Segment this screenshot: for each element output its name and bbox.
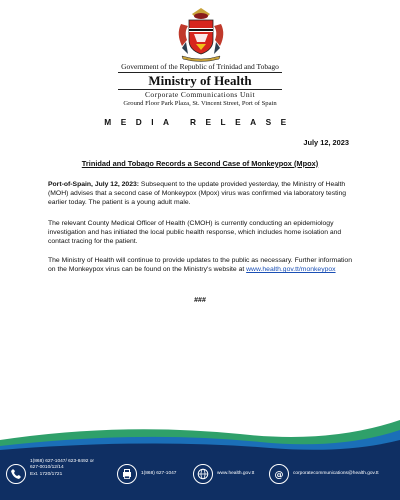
paragraph-1 [48, 180, 352, 207]
paragraph-3-text: The Ministry of Health will continue to provide updates to the public as necessary. Further information on the Monkeypox virus can be found on the Ministry's website at [48, 257, 352, 274]
phone-number-line-2: 627-0010/12/14 [30, 465, 64, 471]
email-icon [269, 464, 289, 484]
release-headline: Trinidad and Tobago Records a Second Case of Monkeypox (Mpox) [81, 159, 319, 168]
phone-number-line-1: 1(868) 627-1047/ 623-8492 or [30, 459, 95, 464]
svg-text:@: @ [274, 470, 284, 480]
dateline: Port-of-Spain, July 12, 2023: [48, 181, 140, 188]
email-address[interactable]: corporatecommunications@health.gov.tt [293, 471, 379, 476]
phone-extension: Ext. 1720/1721 [30, 471, 63, 477]
release-type-heading: MEDIA RELEASE [104, 117, 296, 127]
paragraph-1-text: Subsequent to the update provided yesterday, the Ministry of Health (MOH) advises that a second case of Monkeypox (Mpox) virus was confirmed via laboratory testing earlier today. The patient is a young adult male. [48, 181, 347, 207]
release-date: July 12, 2023 [303, 138, 349, 147]
coat-of-arms-logo [172, 6, 230, 62]
monkeypox-info-link[interactable]: www.health.gov.tt/monkeypox [246, 266, 336, 274]
phone-icon [6, 464, 26, 484]
office-address: Ground Floor Park Plaza, St. Vincent Street, Port of Spain [123, 100, 277, 107]
government-name: Government of the Republic of Trinidad and Tobago [121, 62, 279, 71]
ministry-title: Ministry of Health [148, 73, 252, 88]
fax-icon [117, 464, 137, 484]
unit-name: Corporate Communications Unit [145, 90, 255, 99]
globe-icon [193, 464, 213, 484]
end-mark: ### [194, 297, 206, 304]
paragraph-2: The relevant County Medical Officer of Health (CMOH) is currently conducting an epidemiology investigation and has initiated the local public health response, which includes home isolation and contact tracing for the patient. [48, 220, 342, 246]
paragraph-3 [48, 256, 352, 274]
website-link[interactable]: www.health.gov.tt [217, 471, 255, 476]
fax-number: 1(868) 627-1047 [141, 471, 177, 476]
